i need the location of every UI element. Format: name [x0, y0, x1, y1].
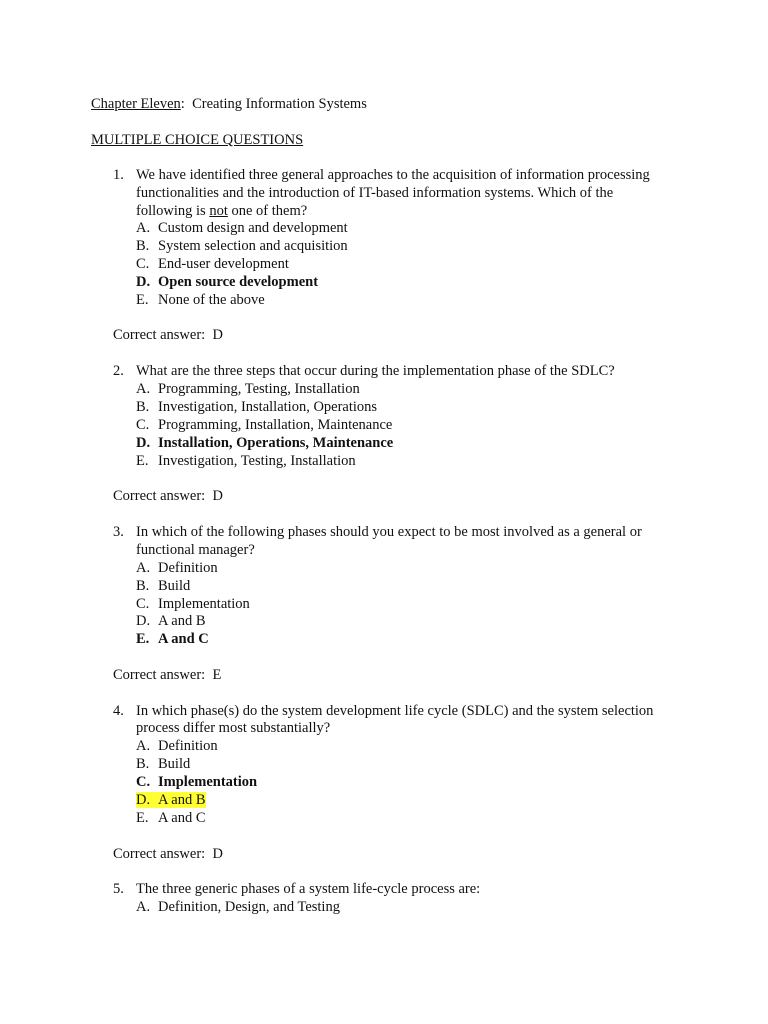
option-text: Implementation: [158, 774, 258, 790]
option-c: [136, 595, 250, 613]
option-letter: B.: [136, 399, 150, 415]
option-d-correct: [136, 434, 393, 452]
question-number: 2.: [113, 363, 124, 379]
option-b: [136, 577, 190, 595]
chapter-heading: [91, 95, 367, 113]
chapter-title: Creating Information Systems: [192, 96, 367, 112]
option-b: [136, 398, 377, 416]
option-b: [136, 755, 190, 773]
option-d: [136, 612, 206, 630]
correct-answer: Correct answer: D: [113, 846, 223, 862]
question-stem-line: In which of the following phases should you expect to be most involved as a general or: [136, 524, 642, 540]
option-letter: A.: [136, 738, 151, 754]
option-a: [136, 380, 360, 398]
option-text: Custom design and development: [158, 220, 348, 236]
option-a: [136, 737, 218, 755]
stem-text: following is: [136, 203, 210, 219]
option-text: A and C: [158, 810, 206, 826]
chapter-label: Chapter Eleven: [91, 96, 181, 112]
option-letter: B.: [136, 238, 150, 254]
option-text: A and B: [158, 613, 206, 629]
option-text: Definition, Design, and Testing: [158, 899, 340, 915]
question-number: 4.: [113, 703, 124, 719]
option-letter: A.: [136, 560, 151, 576]
question-stem-line: functional manager?: [136, 542, 255, 558]
option-letter: A.: [136, 899, 151, 915]
option-d-correct: [136, 273, 318, 291]
option-letter: C.: [136, 596, 150, 612]
option-a: [136, 898, 340, 916]
option-c-bold: [136, 773, 257, 791]
option-text: Programming, Testing, Installation: [158, 381, 360, 397]
option-e: [136, 452, 356, 470]
question-stem-line: What are the three steps that occur during the implementation phase of the SDLC?: [136, 363, 615, 379]
option-text: Open source development: [158, 274, 319, 290]
option-text: None of the above: [158, 292, 265, 308]
highlight-mark: [136, 792, 206, 808]
option-letter: E.: [136, 292, 149, 308]
question-number: 1.: [113, 167, 124, 183]
option-text: End-user development: [158, 256, 289, 272]
option-text: Programming, Installation, Maintenance: [158, 417, 393, 433]
question-stem-line: The three generic phases of a system life-cycle process are:: [136, 881, 481, 897]
question-number: 5.: [113, 881, 124, 897]
option-text: Build: [158, 756, 191, 772]
correct-answer: Correct answer: D: [113, 327, 223, 343]
option-text: Installation, Operations, Maintenance: [158, 435, 394, 451]
option-letter: D.: [136, 613, 151, 629]
question-stem-line: process differ most substantially?: [136, 720, 331, 736]
option-text: A and B: [158, 792, 206, 808]
stem-emphasis: not: [209, 203, 228, 219]
option-c: [136, 255, 289, 273]
option-e-correct: [136, 630, 209, 648]
option-letter: E.: [136, 453, 149, 469]
option-letter: B.: [136, 756, 150, 772]
option-a: [136, 559, 218, 577]
option-text: Definition: [158, 560, 218, 576]
option-d-highlighted: [136, 791, 206, 809]
option-text: Investigation, Installation, Operations: [158, 399, 378, 415]
option-text: System selection and acquisition: [158, 238, 348, 254]
question-stem-line: In which phase(s) do the system development life cycle (SDLC) and the system selection: [136, 703, 654, 719]
option-letter: D.: [136, 792, 151, 808]
option-letter: B.: [136, 578, 150, 594]
option-text: A and C: [158, 631, 209, 647]
option-letter: E.: [136, 631, 150, 647]
option-e: [136, 291, 265, 309]
option-letter: A.: [136, 220, 151, 236]
section-title: MULTIPLE CHOICE QUESTIONS: [91, 132, 304, 148]
option-letter: D.: [136, 435, 151, 451]
option-letter: C.: [136, 256, 150, 272]
question-stem-line: [136, 202, 307, 220]
option-letter: D.: [136, 274, 151, 290]
option-text: Investigation, Testing, Installation: [158, 453, 356, 469]
option-b: [136, 237, 348, 255]
chapter-colon: :: [180, 96, 185, 112]
option-c: [136, 416, 392, 434]
option-e: [136, 809, 206, 827]
option-text: Definition: [158, 738, 218, 754]
question-stem-line: We have identified three general approaches to the acquisition of information processing: [136, 167, 650, 183]
option-text: Build: [158, 578, 191, 594]
question-number: 3.: [113, 524, 124, 540]
option-text: Implementation: [158, 596, 250, 612]
option-a: [136, 219, 348, 237]
stem-text: one of them?: [227, 203, 308, 219]
correct-answer: Correct answer: D: [113, 488, 223, 504]
option-letter: C.: [136, 774, 151, 790]
option-letter: E.: [136, 810, 149, 826]
option-letter: A.: [136, 381, 151, 397]
question-stem-line: functionalities and the introduction of IT-based information systems. Which of the: [136, 185, 614, 201]
option-letter: C.: [136, 417, 150, 433]
correct-answer: Correct answer: E: [113, 667, 222, 683]
